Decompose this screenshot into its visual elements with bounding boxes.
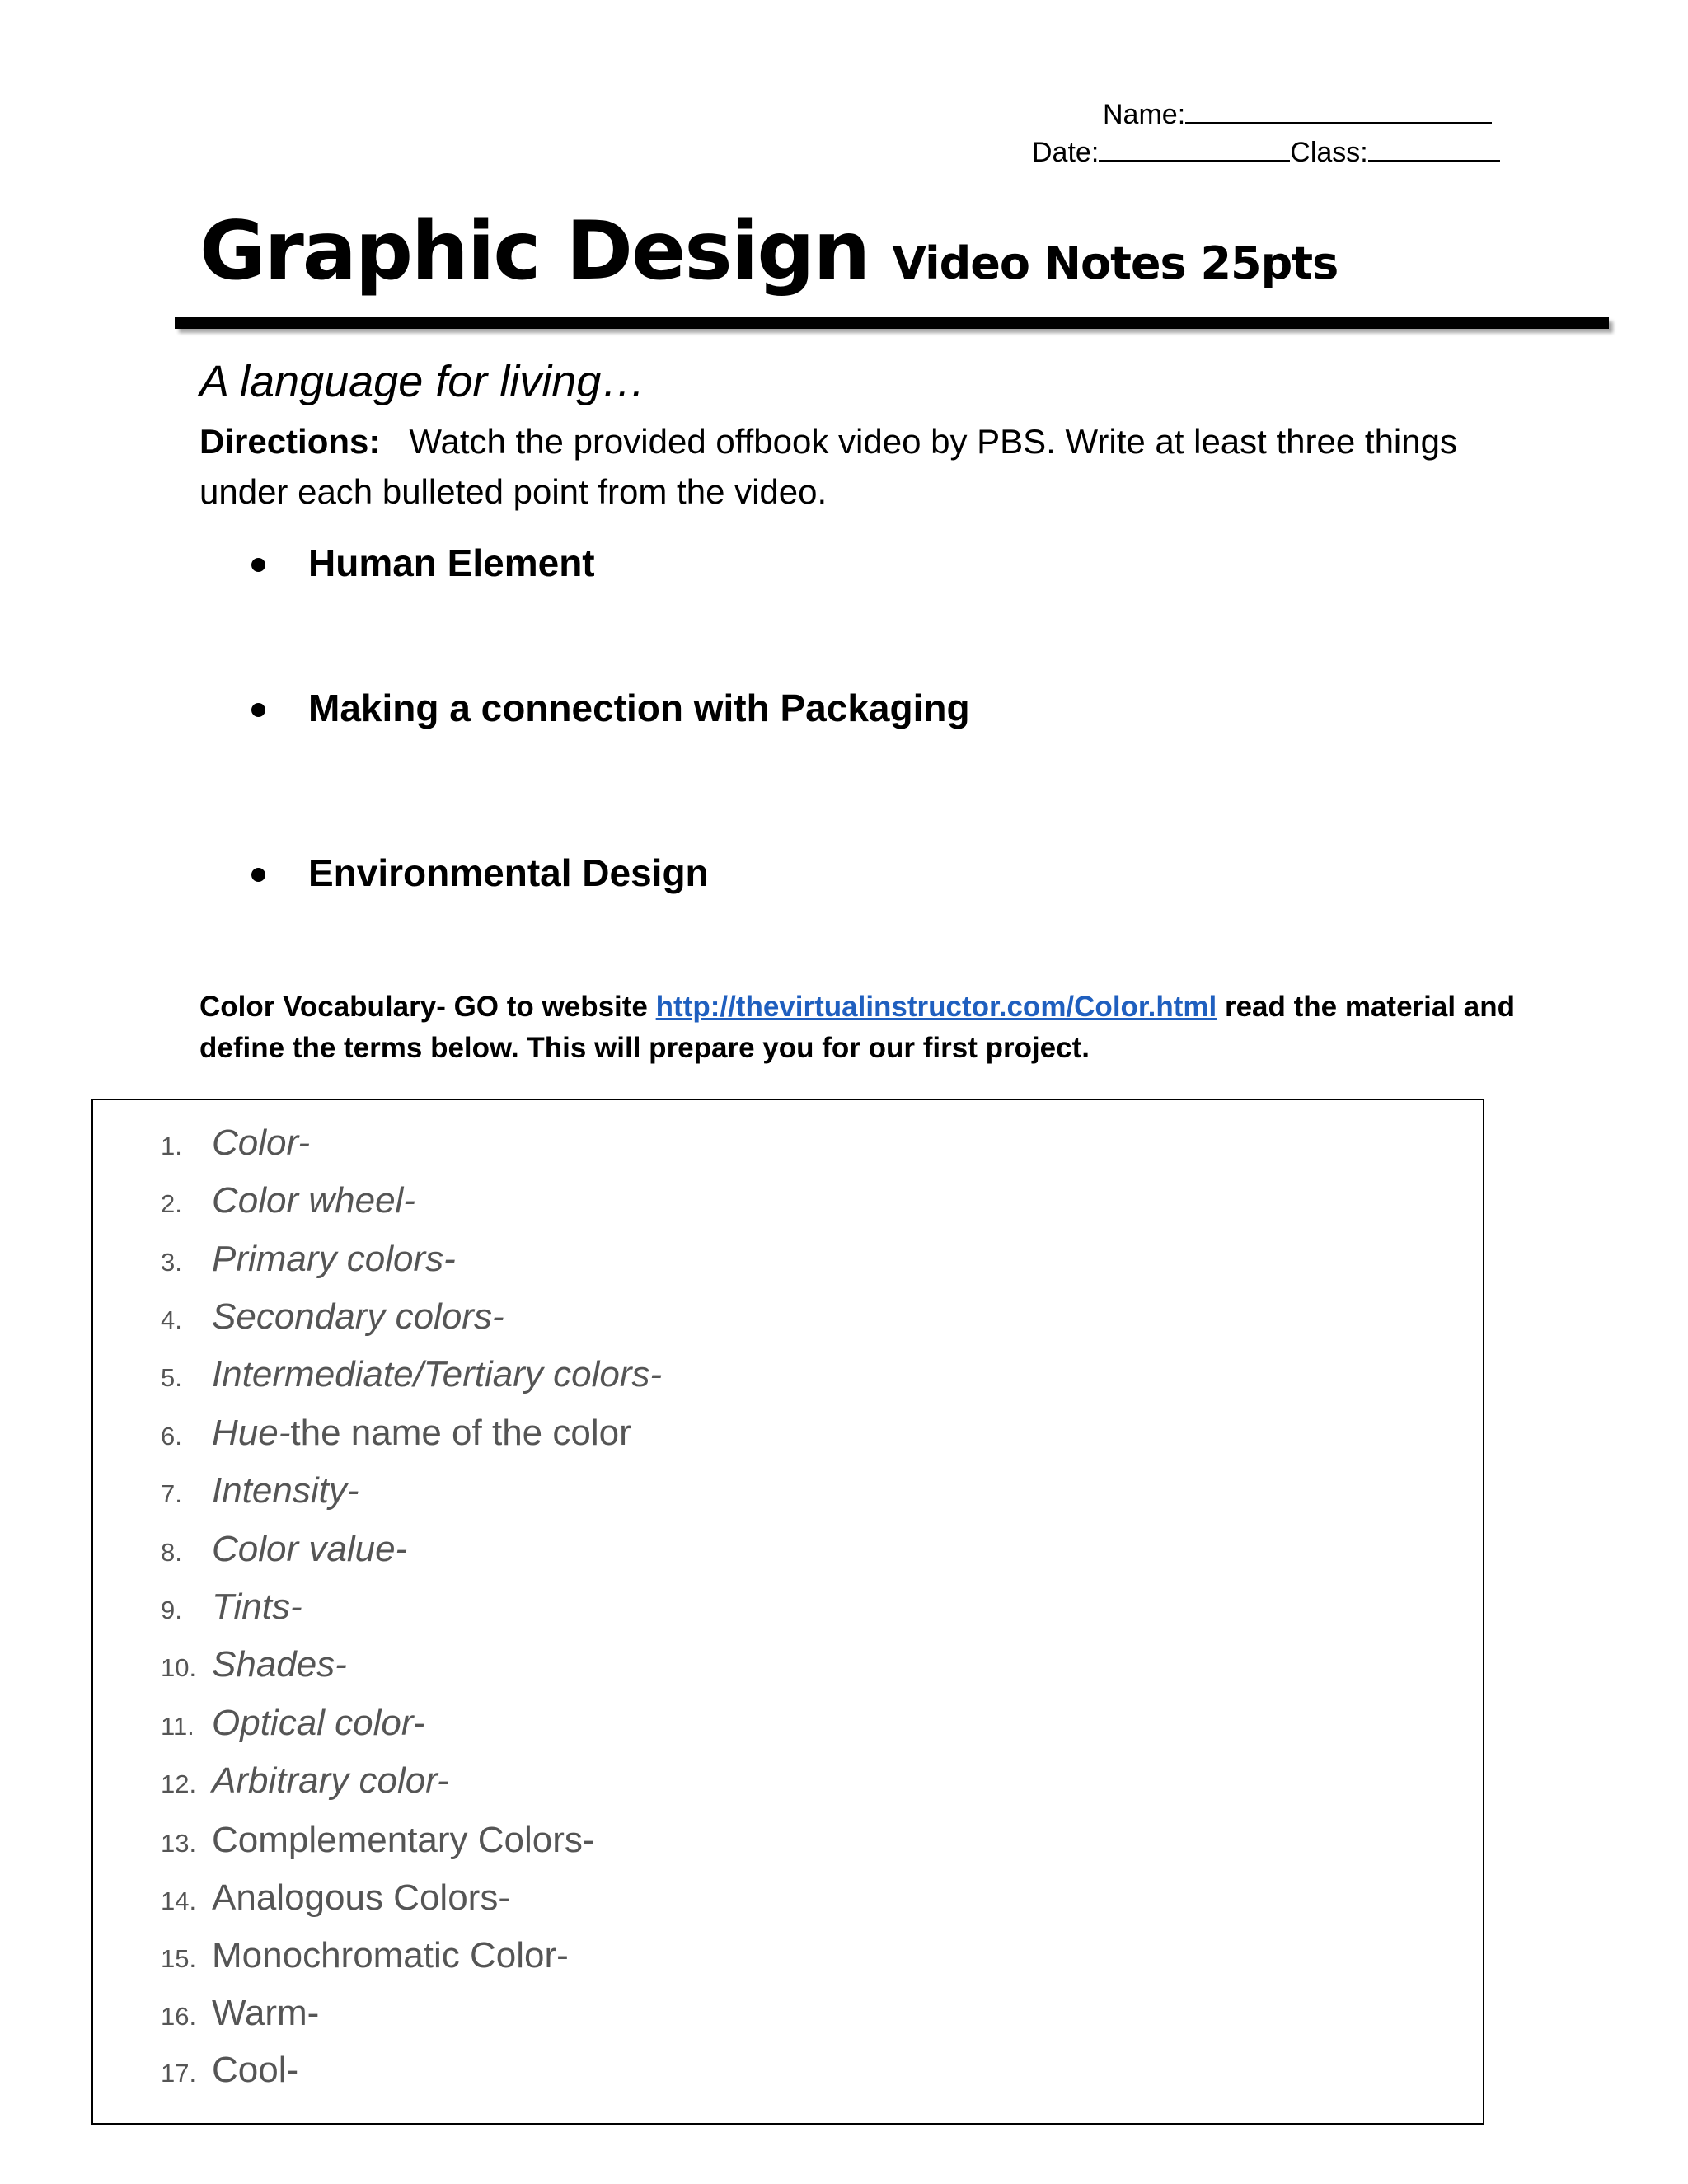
term-number: 16. — [161, 2002, 197, 2031]
term-text: Intensity- — [212, 1470, 359, 1511]
list-item — [161, 1703, 424, 1744]
term-text: Monochromatic Color- — [212, 1935, 569, 1975]
page-title — [199, 204, 1338, 298]
term-text: Color wheel- — [212, 1180, 415, 1221]
term-number: 9. — [161, 1596, 182, 1624]
bullet-item — [251, 686, 970, 730]
bullet-label: Making a connection with Packaging — [308, 687, 970, 729]
term-definition: the name of the color — [290, 1413, 631, 1453]
term-text: Complementary Colors- — [212, 1820, 595, 1860]
term-text: Color- — [212, 1122, 311, 1163]
term-text: Secondary colors- — [212, 1296, 504, 1337]
term-text: Analogous Colors- — [212, 1877, 510, 1918]
bullet-dot-icon — [251, 703, 265, 717]
bullet-label: Environmental Design — [308, 851, 709, 894]
title-main: Graphic Design — [199, 204, 870, 298]
term-text: Shades- — [212, 1644, 347, 1685]
list-item — [161, 1935, 569, 1976]
class-blank-line[interactable] — [1368, 135, 1500, 162]
term-number: 6. — [161, 1422, 182, 1451]
term-number: 5. — [161, 1363, 182, 1392]
term-text: Primary colors- — [212, 1239, 456, 1279]
term-text: Hue- — [212, 1413, 291, 1453]
list-item — [161, 1122, 310, 1164]
subtitle: A language for living… — [199, 357, 646, 406]
list-item — [161, 1877, 510, 1919]
term-number: 15. — [161, 1944, 197, 1973]
directions-paragraph — [199, 416, 1518, 517]
term-number: 12. — [161, 1769, 197, 1798]
term-number: 3. — [161, 1248, 182, 1277]
term-number: 11. — [161, 1712, 195, 1741]
directions-text: Watch the provided offbook video by PBS. Write at least three things under each bulleted point from the video. — [199, 422, 1457, 511]
term-number: 2. — [161, 1189, 182, 1218]
vocab-instructions — [199, 987, 1535, 1069]
name-blank-line[interactable] — [1185, 97, 1492, 124]
list-item — [161, 1644, 347, 1685]
bullet-item — [251, 541, 595, 585]
name-label: Name: — [1103, 99, 1186, 130]
date-blank-line[interactable] — [1099, 135, 1290, 162]
list-item — [161, 1529, 407, 1570]
list-item — [161, 1760, 449, 1802]
list-item — [161, 1586, 302, 1628]
term-number: 17. — [161, 2059, 197, 2088]
date-label: Date: — [1032, 137, 1100, 168]
term-number: 1. — [161, 1132, 182, 1160]
bullet-label: Human Element — [308, 541, 595, 584]
title-rule-divider — [175, 317, 1609, 329]
list-item — [161, 1470, 359, 1511]
list-item — [161, 1413, 631, 1454]
term-number: 7. — [161, 1479, 182, 1508]
vocab-prefix: Color Vocabulary- GO to website — [199, 991, 648, 1023]
directions-label: Directions: — [199, 422, 381, 461]
term-number: 8. — [161, 1538, 182, 1567]
list-item — [161, 1180, 415, 1221]
list-item — [161, 2050, 298, 2091]
term-text: Cool- — [212, 2050, 299, 2090]
vocab-website-link[interactable]: http://thevirtualinstructor.com/Color.html — [655, 991, 1217, 1023]
vocab-suffix: read the material and define the terms below. This will prepare you for our first project. — [199, 991, 1516, 1064]
name-field — [1103, 97, 1492, 131]
class-label: Class: — [1290, 137, 1368, 168]
list-item — [161, 1820, 595, 1861]
bullet-dot-icon — [251, 868, 265, 882]
term-number: 10. — [161, 1653, 197, 1682]
term-text: Arbitrary color- — [212, 1760, 449, 1801]
title-sub: Video Notes 25pts — [892, 237, 1339, 289]
term-text: Tints- — [212, 1586, 302, 1627]
list-item — [161, 1993, 319, 2034]
term-number: 14. — [161, 1886, 197, 1915]
term-number: 4. — [161, 1305, 182, 1334]
date-class-field — [1032, 135, 1500, 169]
bullet-item — [251, 851, 709, 895]
term-number: 13. — [161, 1829, 197, 1858]
list-item — [161, 1239, 456, 1280]
term-text: Optical color- — [212, 1703, 425, 1743]
term-text: Warm- — [212, 1993, 320, 2033]
term-text: Color value- — [212, 1529, 408, 1569]
list-item — [161, 1354, 662, 1395]
list-item — [161, 1296, 504, 1338]
bullet-dot-icon — [251, 558, 265, 572]
term-text: Intermediate/Tertiary colors- — [212, 1354, 663, 1394]
